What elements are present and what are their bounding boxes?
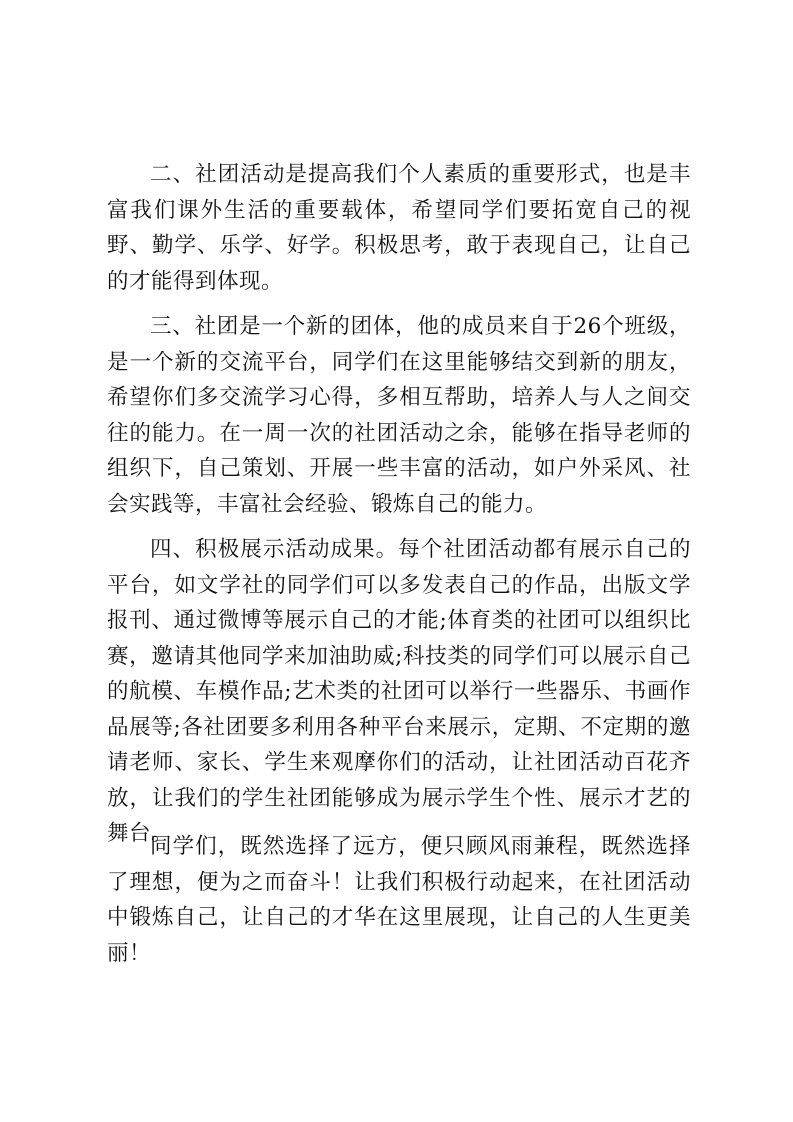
paragraph-new-community: 三、社团是一个新的团体，他的成员来自于26个班级，是一个新的交流平台，同学们在这里能够结交到新的朋友，希望你们多交流学习心得，多相互帮助，培养人与人之间交往的能力。在一周一次的社团活动之余，能够在指导老师的组织下，自己策划、开展一些丰富的活动，如户外采风、社会实践等，丰富社会经验、锻炼自己的能力。 <box>107 314 691 517</box>
paragraph-closing-call: 同学们，既然选择了远方，便只顾风雨兼程，既然选择了理想，便为之而奋斗！让我们积极行动起来，在社团活动中锻炼自己，让自己的才华在这里展现，让自己的人生更美丽！ <box>107 834 691 966</box>
paragraph-showcase-results: 四、积极展示活动成果。每个社团活动都有展示自己的平台，如文学社的同学们可以多发表自己的作品，出版文学报刊、通过微博等展示自己的才能;体育类的社团可以组织比赛，邀请其他同学来加油助威;科技类的同学们可以展示自己的航模、车模作品;艺术类的社团可以举行一些器乐、书画作品展等;各社团要多利用各种平台来展示，定期、不定期的邀请老师、家长、学生来观摩你们的活动，让社团活动百花齐放，让我们的学生社团能够成为展示学生个性、展示才艺的舞台。 <box>107 537 691 846</box>
paragraph-club-activities-quality: 二、社团活动是提高我们个人素质的重要形式，也是丰富我们课外生活的重要载体，希望同学们要拓宽自己的视野、勤学、乐学、好学。积极思考，敢于表现自己，让自己的才能得到体现。 <box>107 162 691 294</box>
